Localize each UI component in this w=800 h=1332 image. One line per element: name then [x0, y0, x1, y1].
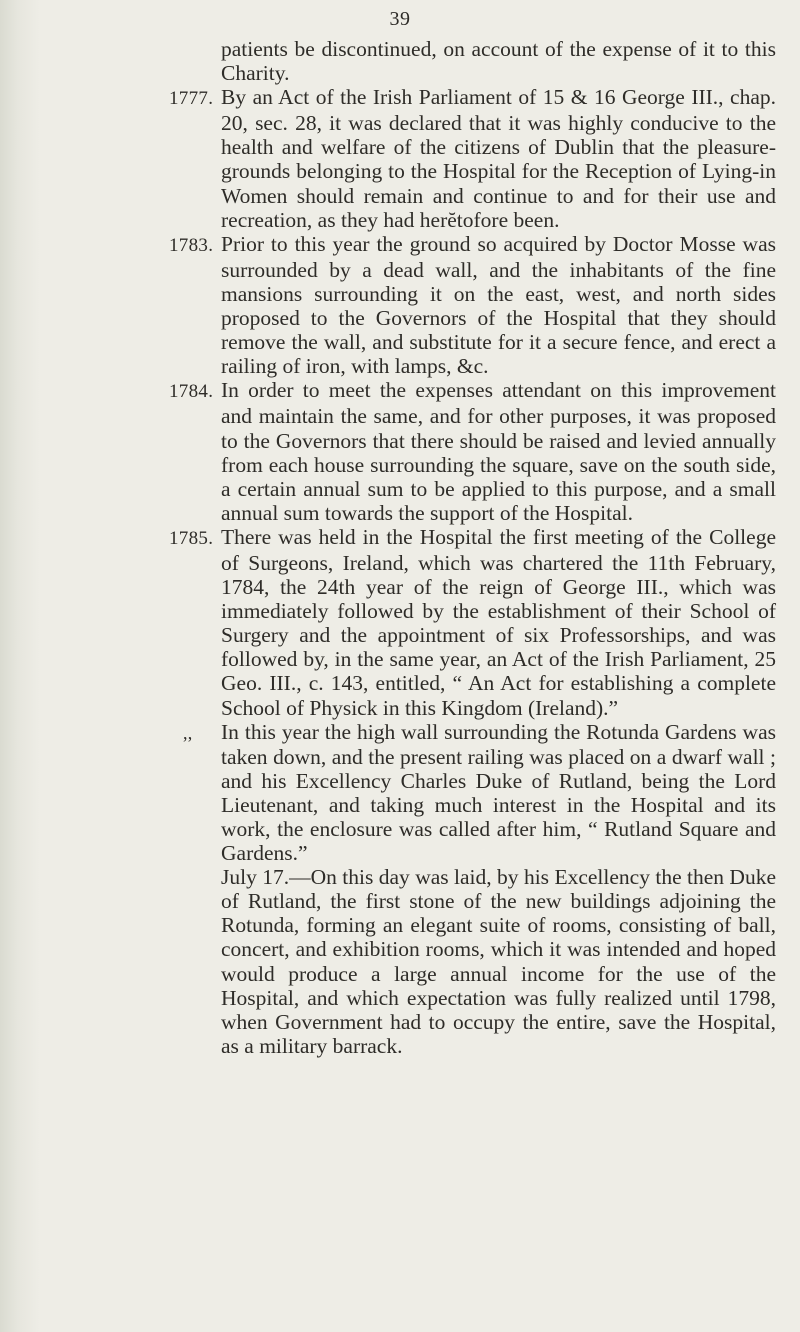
entry-year: 1785.	[169, 527, 214, 549]
entry-text: By an Act of the Irish Parliament of 15 & 16 George III., chap. 20, sec. 28, it was declared that it was highly conducive to the health and welfare of the citizens of Dublin that the pleasure-grounds belonging to the Hospital for the Reception of Lying-in Women should remain and continue to and for their use and recreation, as they had herĕtofore been.	[221, 85, 776, 232]
entry-1783	[169, 232, 776, 379]
entry-1784	[169, 378, 776, 525]
page-number: 39	[389, 8, 411, 30]
ditto-mark: ,,	[183, 722, 193, 743]
chronology-text	[0, 37, 800, 1058]
entry-year: 1783.	[169, 234, 214, 256]
entry-year: 1784.	[169, 381, 214, 403]
entry-text: July 17.—On this day was laid, by his Excellency the then Duke of Rutland, the first stone of the new buildings adjoining the Rotunda, forming an elegant suite of rooms, consisting of ball, concert, and exhibition rooms, which it was intended and hoped would produce a large annual income for the use of the Hospital, and which expectation was fully realized until 1798, when Government had to occupy the entire, save the Hospital, as a military barrack.	[221, 865, 776, 1058]
entry-text: In order to meet the expenses attendant on this improvement and maintain the same, and for other purposes, it was proposed to the Governors that there should be raised and levied annually from each house surrounding the square, save on the south side, a certain annual sum to be applied to this purpose, and a small annual sum towards the support of the Hospital.	[221, 378, 776, 525]
entry-text: Prior to this year the ground so acquired by Doctor Mosse was surrounded by a dead wall, and the inhabitants of the fine mansions surrounding it on the east, west, and north sides proposed to the Governors of the Hospital that they should remove the wall, and substitute for it a secure fence, and erect a railing of iron, with lamps, &c.	[221, 231, 776, 379]
entry-ditto	[169, 720, 776, 866]
entry-text: In this year the high wall surrounding the Rotunda Gardens was taken down, and the present railing was placed on a dwarf wall ; and his Excellency Charles Duke of Rutland, being the Lord Lieutenant, and taking much interest in the Hospital and its work, the enclosure was called after him, “ Rutland Square and Gardens.”	[221, 719, 776, 866]
entry-1785	[169, 525, 776, 720]
entry-1777	[169, 85, 776, 232]
entry-text: There was held in the Hospital the first meeting of the College of Surgeons, Ireland, which was chartered the 11th February, 1784, the 24th year of the reign of George III., which was immediately followed by the establishment of their School of Surgery and the appointment of six Professorships, and was followed by, in the same year, an Act of the Irish Parliament, 25 Geo. III., c. 143, entitled, “ An Act for establishing a complete School of Physick in this Kingdom (Ireland).”	[221, 524, 776, 720]
entry-july-17	[169, 865, 776, 1058]
entry-year: 1777.	[169, 88, 214, 110]
entry-text: patients be discontinued, on account of the expense of it to this Charity.	[221, 37, 776, 86]
entry-continuation	[169, 37, 776, 85]
